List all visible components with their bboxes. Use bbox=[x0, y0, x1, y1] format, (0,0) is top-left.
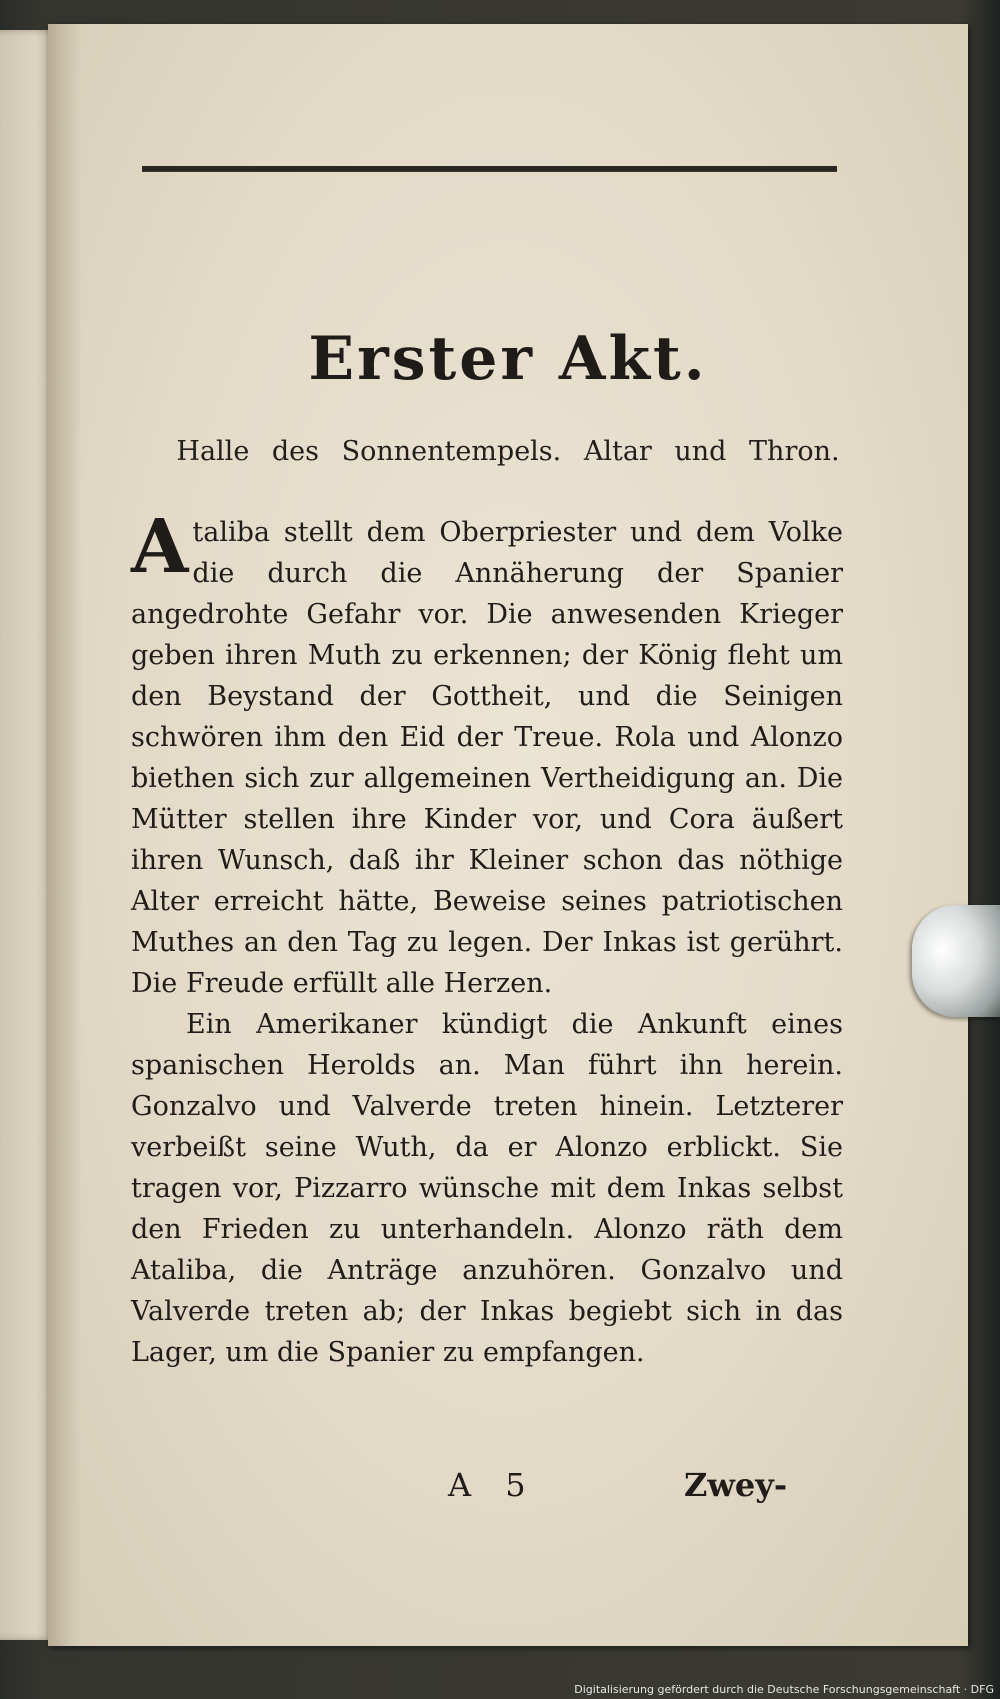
book-page bbox=[48, 24, 968, 1646]
act-title: Erster Akt. bbox=[308, 324, 708, 394]
digitization-credit: Digitalisierung gefördert durch die Deutsche Forschungsgemeinschaft · DFG bbox=[574, 1683, 994, 1696]
header-rule bbox=[142, 166, 837, 172]
paragraph-1: Ataliba stellt dem Oberpriester und dem Volke die durch die Annäherung der Spanier angedrohte Gefahr vor. Die anwesenden Krieger geben ihren Muth zu erkennen; der König fleht um den Beystand der Gottheit, und die Seinigen schwören ihm den Eid der Treue. Rola und Alonzo biethen sich zur allgemeinen Vertheidigung an. Die Mütter stellen ihre Kinder vor, und Cora äußert ihren Wunsch, daß ihr Kleiner schon das nöthige Alter erreicht hätte, Beweise seines patriotischen Muthes an den Tag zu legen. Der Inkas ist gerührt. Die Freude erfüllt alle Herzen. bbox=[131, 504, 843, 999]
scene-setting: Halle des Sonnentempels. Altar und Thron. bbox=[176, 436, 840, 467]
catchword: Zwey- bbox=[684, 1466, 788, 1504]
page-clip bbox=[912, 905, 1000, 1017]
signature-mark: A 5 bbox=[448, 1466, 538, 1504]
paragraph-2: Ein Amerikaner kündigt die Ankunft eines spanischen Herolds an. Man führt ihn herein. Gonzalvo und Valverde treten hinein. Letzterer verbeißt seine Wuth, da er Alonzo erblickt. Sie tragen vor, Pizzarro wünsche mit dem Inkas selbst den Frieden zu unterhandeln. Alonzo räth dem Ataliba, die Anträge anzuhören. Gonzalvo und Valverde treten ab; der Inkas begiebt sich in das Lager, um die Spanier zu empfangen. bbox=[131, 1009, 843, 1368]
page-gutter-shadow bbox=[48, 24, 82, 1646]
synopsis-text bbox=[131, 504, 843, 1373]
